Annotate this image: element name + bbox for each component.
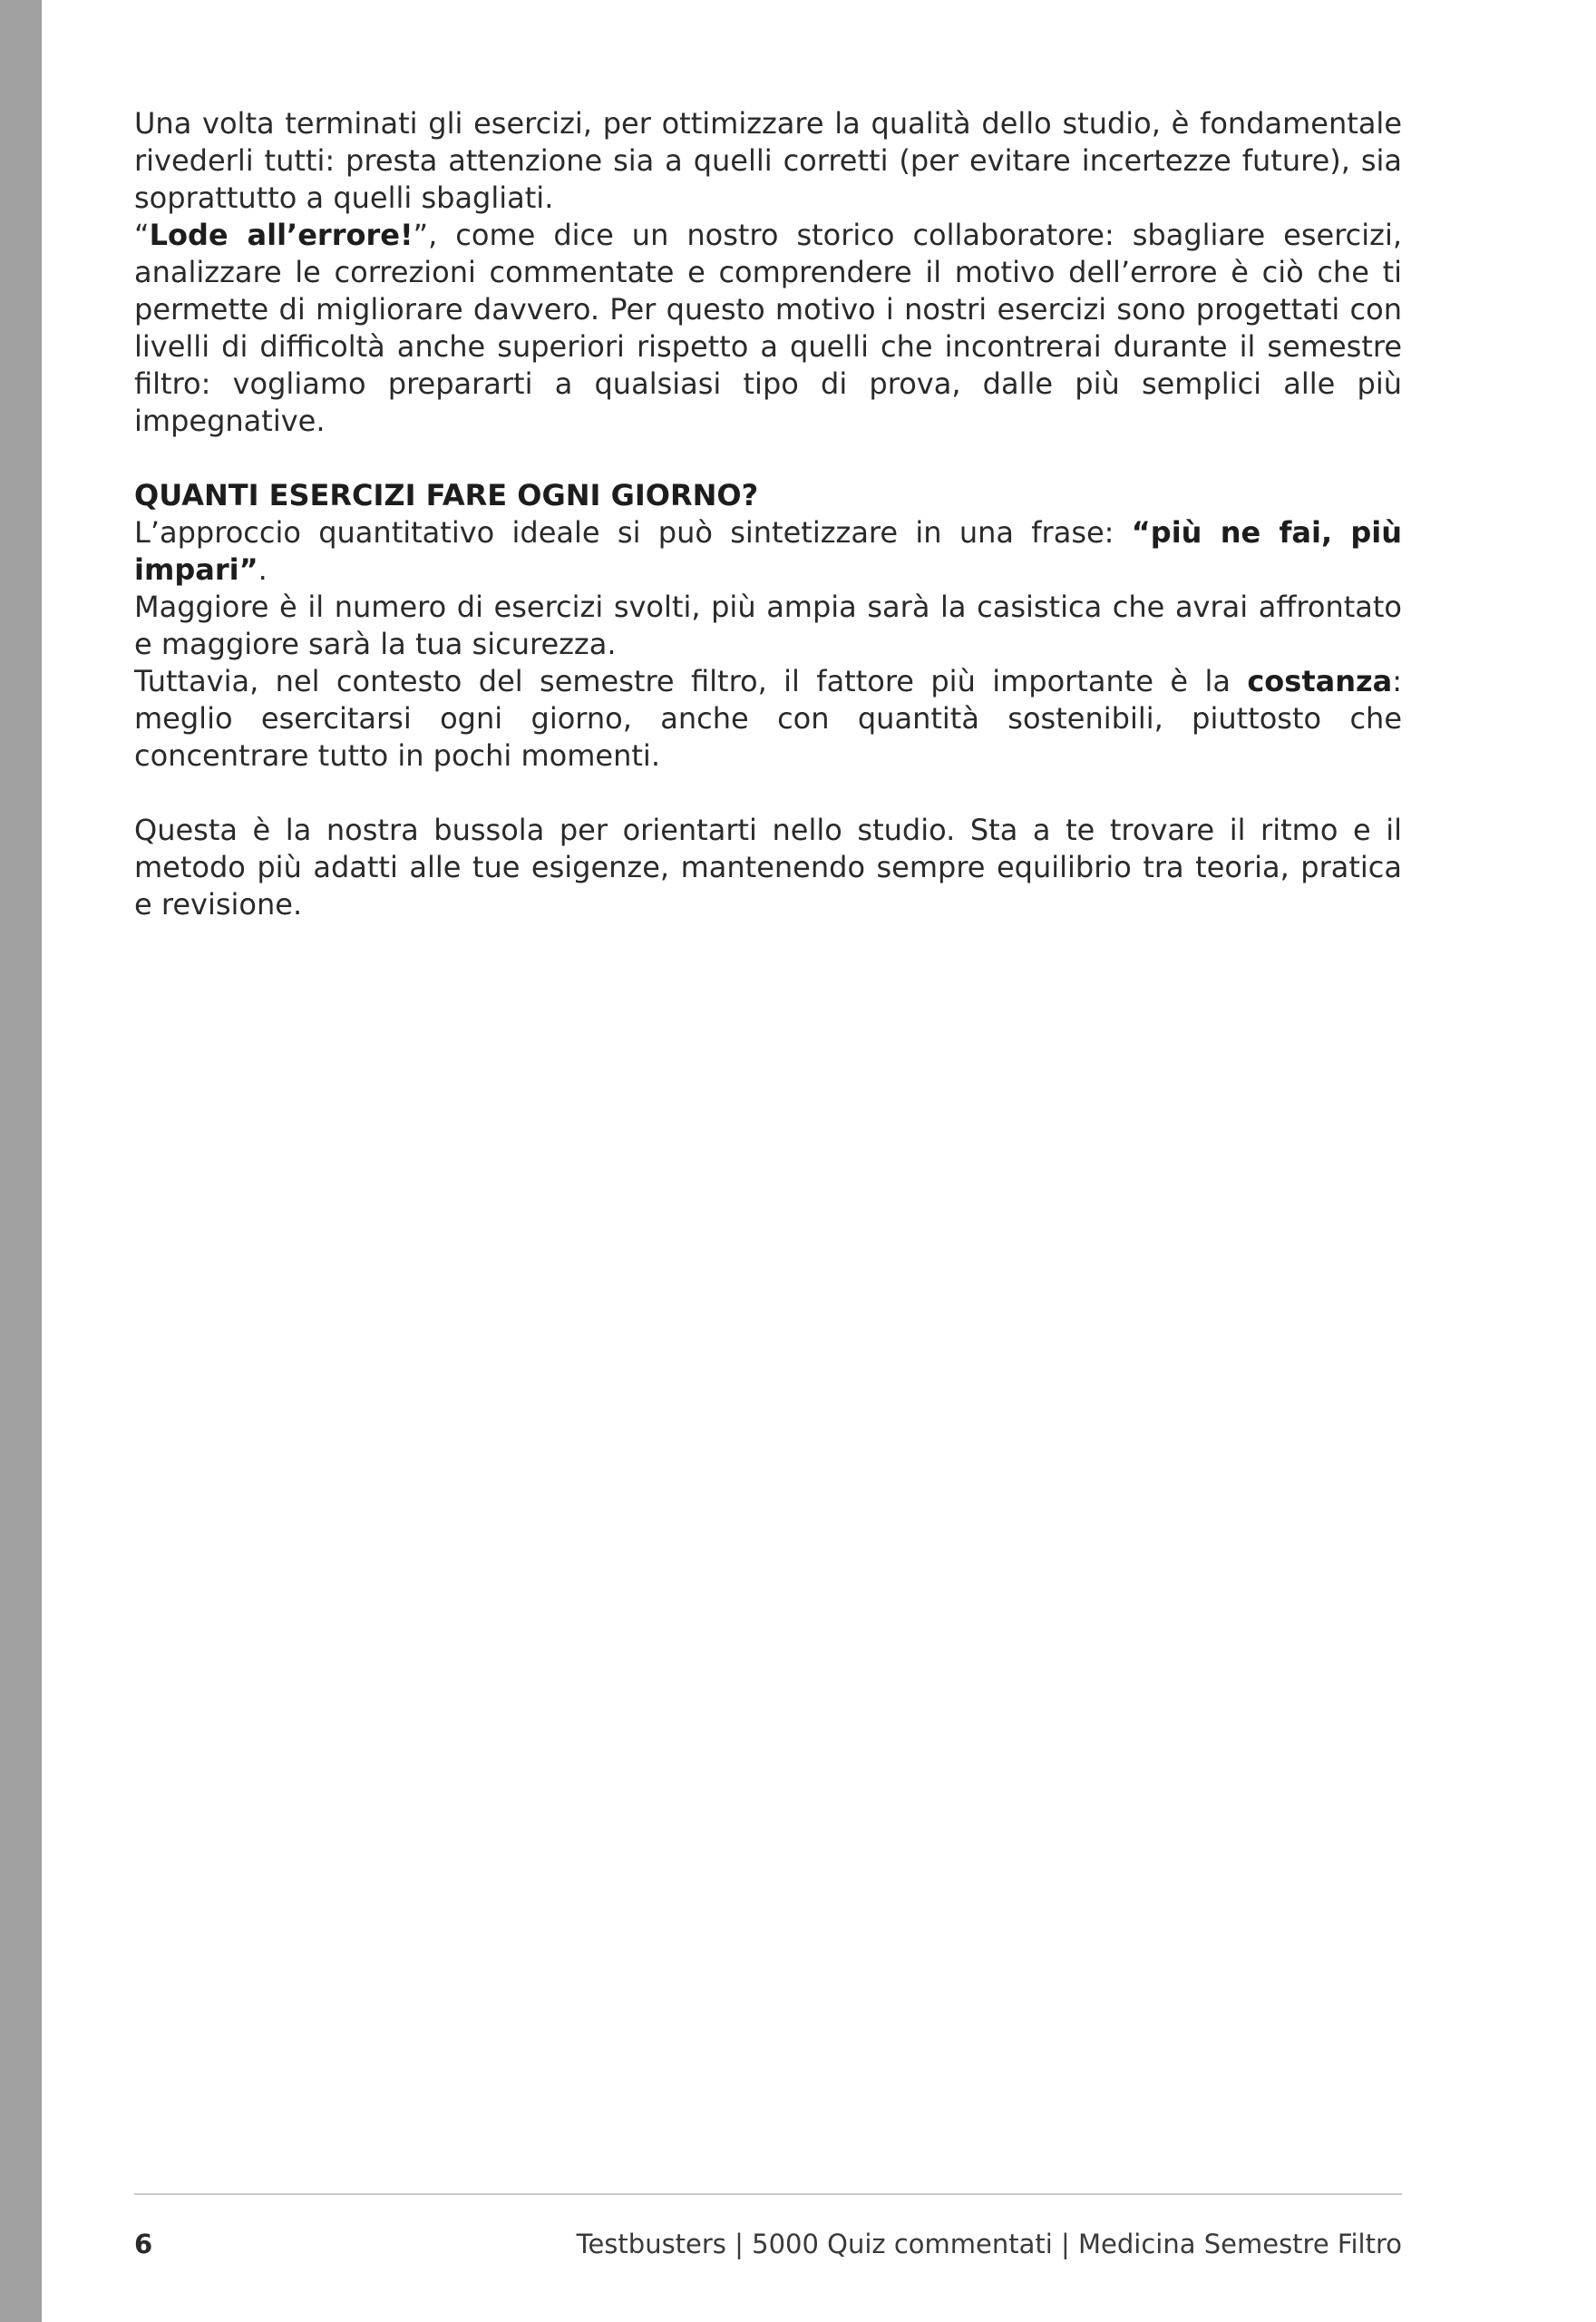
paragraph-approccio [134, 514, 1402, 589]
paragraph-lode-errore [134, 217, 1402, 440]
paragraph-costanza-after: : meglio esercitarsi ogni giorno, anche con quantità sostenibili, piuttosto che concentrare tutto in pochi momenti. [134, 664, 1402, 773]
footer-divider [134, 2193, 1402, 2195]
spacer [134, 775, 1402, 812]
paragraph-costanza [134, 663, 1402, 775]
running-footer-title: Testbusters | 5000 Quiz commentati | Medicina Semestre Filtro [576, 2229, 1402, 2259]
paragraph-lode-errore-text: ”, come dice un nostro storico collaboratore: sbagliare esercizi, analizzare le correzioni commentate e comprendere il motivo dell’errore è ciò che ti permette di migliorare davvero. Per questo motivo i nostri esercizi sono progettati con livelli di difficoltà anche superiori rispetto a quelli che incontrerai durante il semestre filtro: vogliamo prepararti a qualsiasi tipo di prova, dalle più semplici alle più impegnative. [134, 218, 1403, 438]
paragraph-maggiore: Maggiore è il numero di esercizi svolti, più ampia sarà la casistica che avrai affrontato e maggiore sarà la tua sicurezza. [134, 590, 1402, 661]
paragraph-costanza-before: Tuttavia, nel contesto del semestre filtro, il fattore più importante è la [134, 664, 1248, 698]
bold-lode-errore: Lode all’errore! [149, 218, 414, 252]
paragraph-review: Una volta terminati gli esercizi, per ottimizzare la qualità dello studio, è fondamentale rivederli tutti: presta attenzione sia a quelli corretti (per evitare incertezze future), sia soprattutto a quelli sbagliati. [134, 106, 1402, 215]
page-edge-bar [0, 0, 42, 2322]
section-heading: QUANTI ESERCIZI FARE OGNI GIORNO? [134, 478, 759, 512]
paragraph-bussola: Questa è la nostra bussola per orientarti nello studio. Sta a te trovare il ritmo e il metodo più adatti alle tue esigenze, mantenendo sempre equilibrio tra teoria, pratica e revisione. [134, 813, 1402, 922]
page-body [134, 105, 1402, 923]
bold-piu-ne-fai: “più ne fai, più impari” [134, 515, 1403, 587]
open-quote: “ [134, 218, 150, 252]
paragraph-approccio-before: L’approccio quantitativo ideale si può sintetizzare in una frase: [134, 515, 1132, 550]
bold-costanza: costanza [1247, 664, 1393, 698]
page-number: 6 [134, 2229, 153, 2259]
spacer [134, 440, 1402, 477]
paragraph-approccio-after: . [258, 552, 268, 587]
